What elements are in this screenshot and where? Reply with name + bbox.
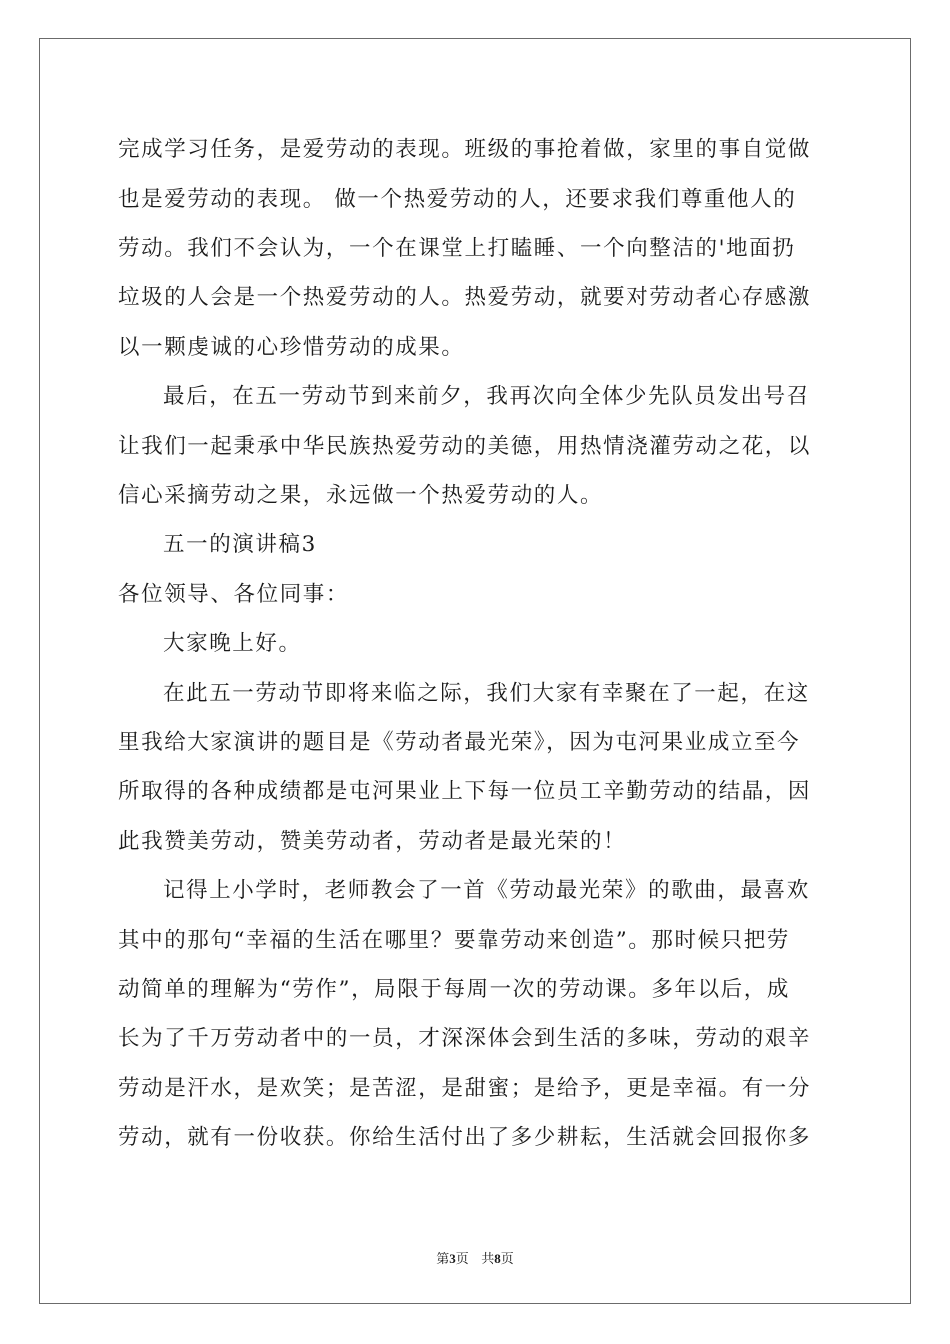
page-number: 3 (449, 1251, 456, 1266)
section-heading: 五一的演讲稿3 (163, 532, 317, 557)
text-line: 劳动。我们不会认为，一个在课堂上打瞌睡、一个向整洁的'地面扔 (118, 236, 796, 261)
page-border (39, 38, 911, 1304)
text-line: 动简单的理解为“劳作”，局限于每周一次的劳动课。多年以后，成 (118, 977, 790, 1002)
text-line: 所取得的各种成绩都是屯河果业上下每一位员工辛勤劳动的结晶，因 (118, 779, 812, 804)
text-line: 长为了千万劳动者中的一员，才深深体会到生活的多味，劳动的艰辛 (118, 1026, 812, 1051)
text-line: 里我给大家演讲的题目是《劳动者最光荣》，因为屯河果业成立至今 (118, 730, 801, 755)
text-line: 劳动，就有一份收获。你给生活付出了多少耕耘，生活就会回报你多 (118, 1125, 812, 1150)
greeting: 大家晚上好。 (163, 631, 302, 656)
salutation: 各位领导、各位同事： (118, 582, 350, 607)
text-line: 在此五一劳动节即将来临之际，我们大家有幸聚在了一起，在这 (163, 681, 810, 706)
text-line: 信心采摘劳动之果，永远做一个热爱劳动的人。 (118, 483, 604, 508)
text-line: 也是爱劳动的表现。 做一个热爱劳动的人，还要求我们尊重他人的 (118, 187, 797, 212)
text-line: 完成学习任务，是爱劳动的表现。班级的事抢着做，家里的事自觉做 (118, 137, 812, 162)
total-pages: 8 (494, 1251, 501, 1266)
text-line: 以一颗虔诚的心珍惜劳动的成果。 (118, 335, 465, 360)
text-line: 记得上小学时，老师教会了一首《劳动最光荣》的歌曲，最喜欢 (163, 878, 810, 903)
text-line: 劳动是汗水，是欢笑；是苦涩，是甜蜜；是给予，更是幸福。有一分 (118, 1076, 812, 1101)
text-line: 让我们一起秉承中华民族热爱劳动的美德，用热情浇灌劳动之花，以 (118, 434, 812, 459)
page-footer (0, 1248, 950, 1267)
text-line: 此我赞美劳动，赞美劳动者，劳动者是最光荣的！ (118, 829, 627, 854)
total-pages-label: 共8页 (481, 1251, 514, 1267)
text-line: 最后，在五一劳动节到来前夕，我再次向全体少先队员发出号召 (163, 384, 810, 409)
page-label: 第3页 (436, 1251, 469, 1267)
text-line: 其中的那句“幸福的生活在哪里？要靠劳动来创造”。那时候只把劳 (118, 928, 790, 953)
text-line: 垃圾的人会是一个热爱劳动的人。热爱劳动，就要对劳动者心存感激 (118, 285, 812, 310)
